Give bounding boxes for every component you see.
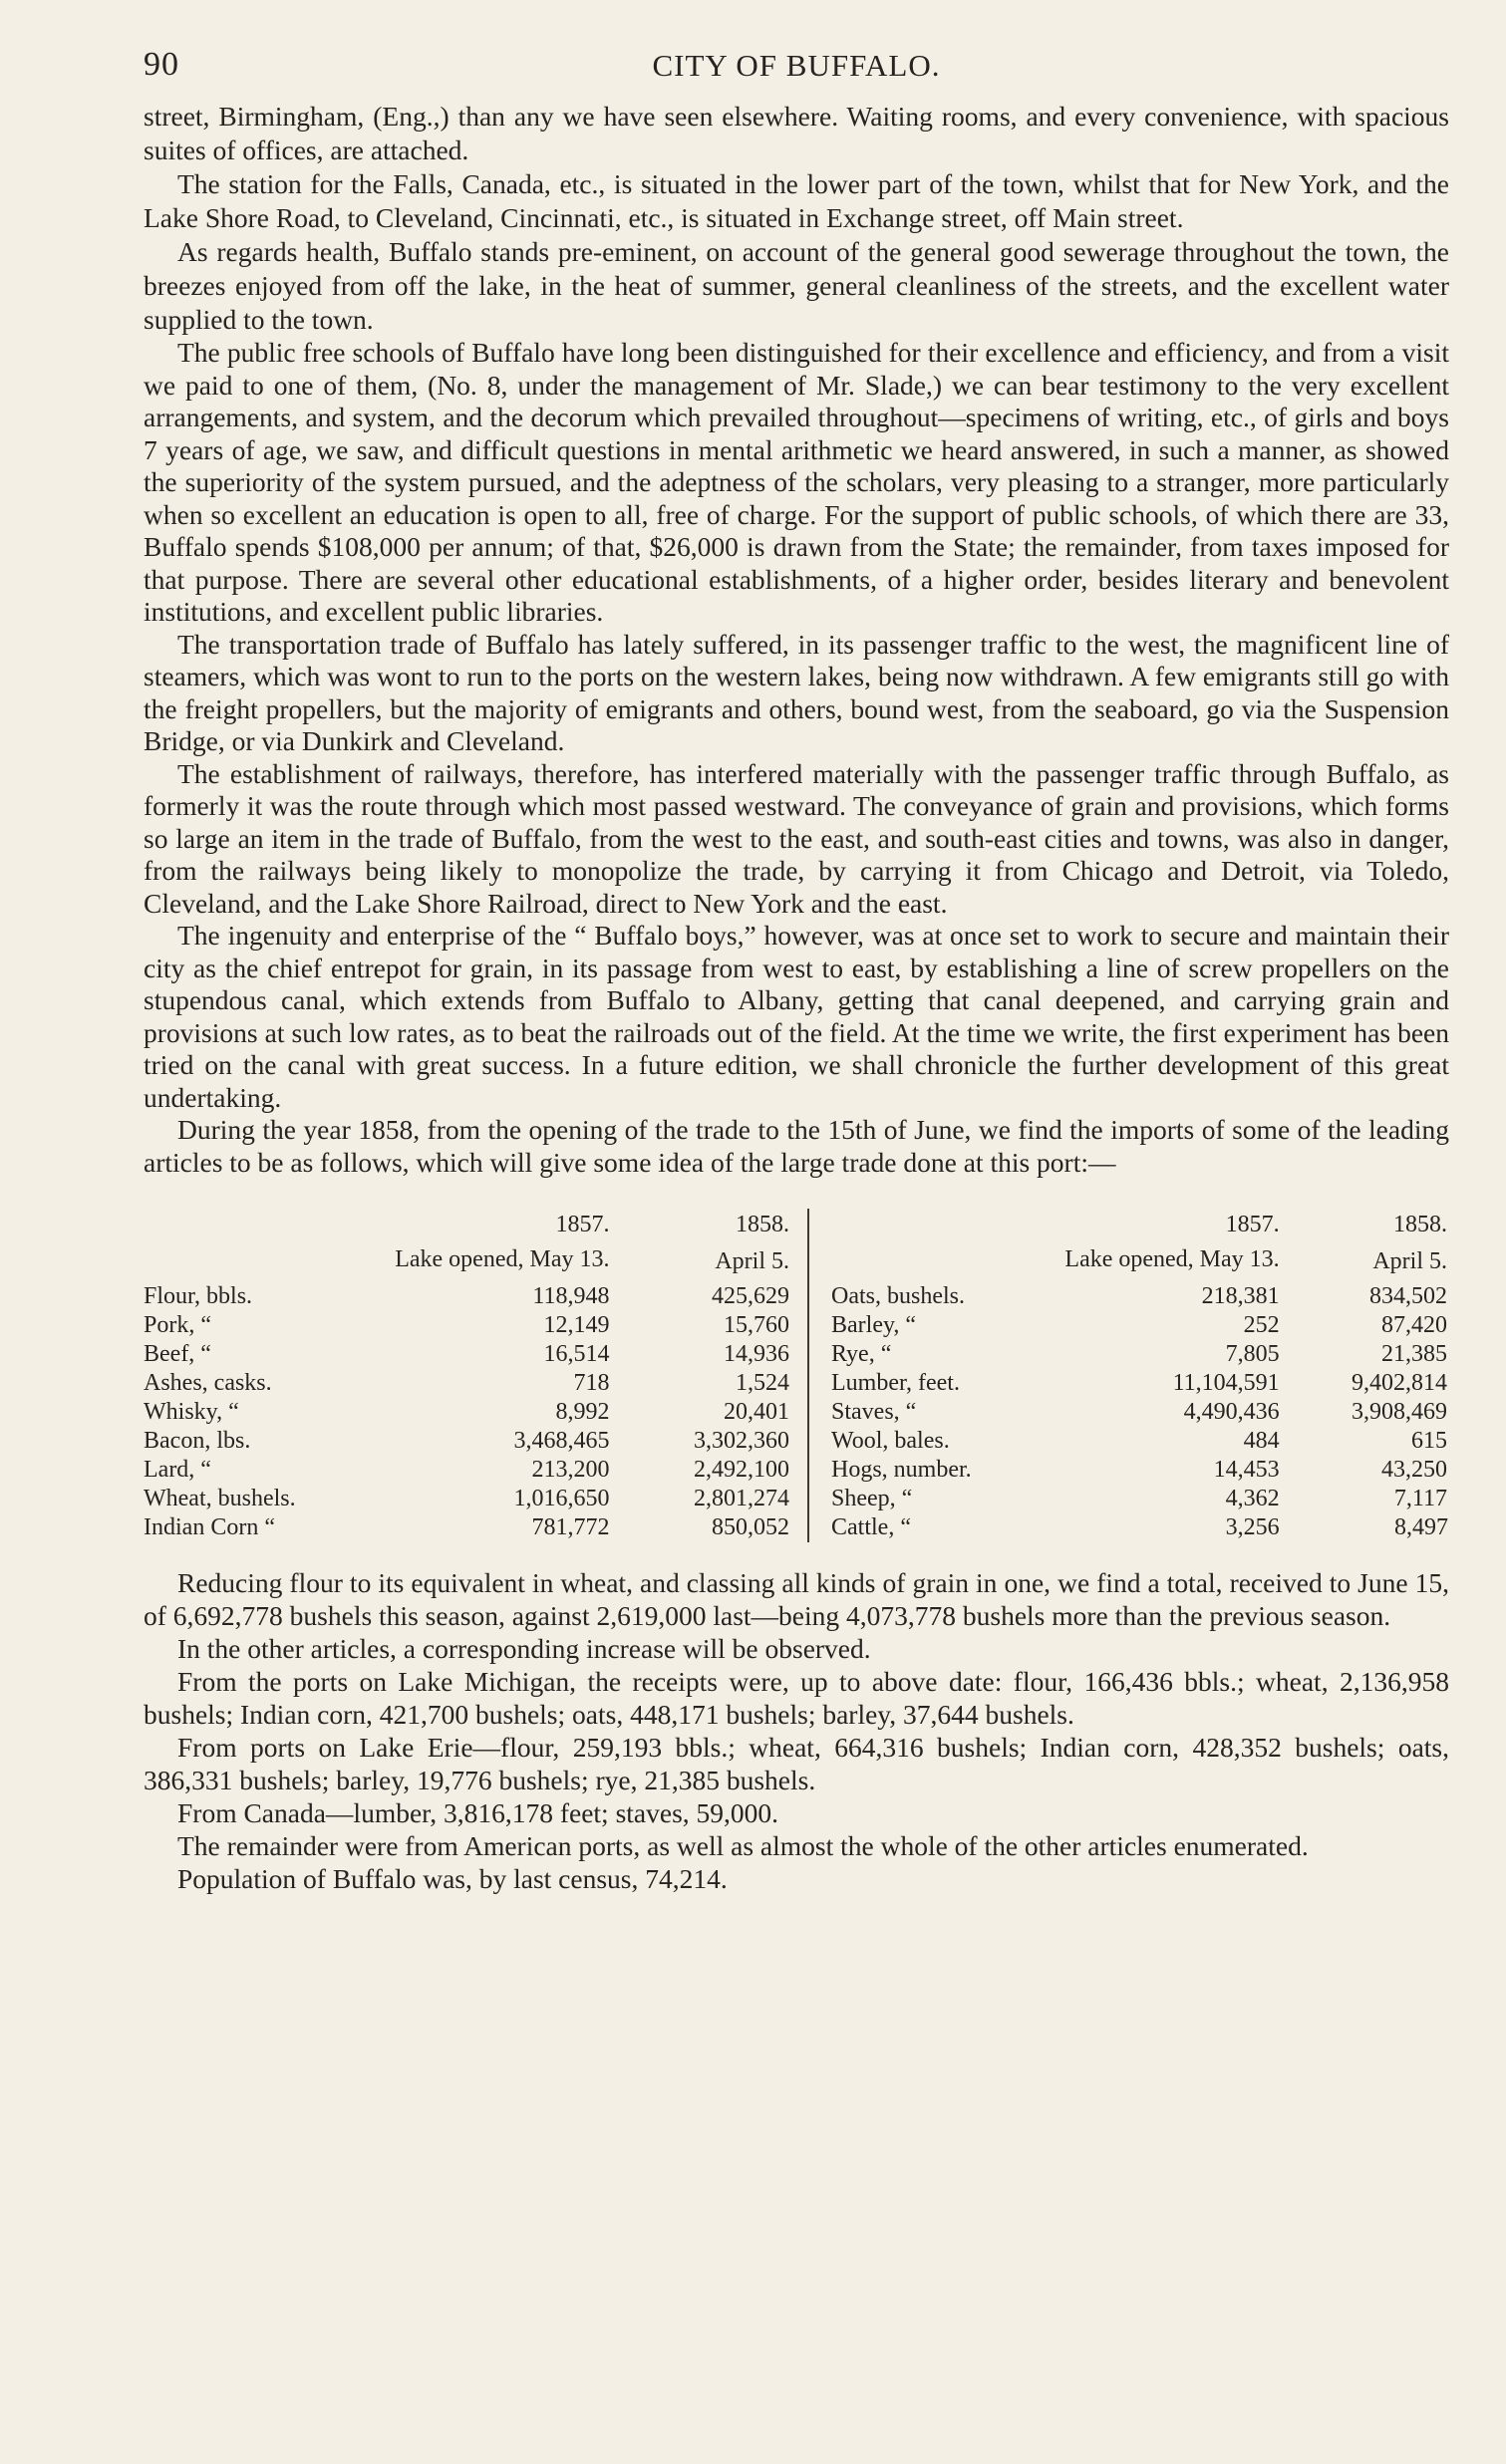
value-1857: 8,992 (555, 1399, 610, 1425)
opened-1858: April 5. (1372, 1248, 1447, 1274)
table-opened-row (808, 1245, 1448, 1282)
value-1857: 252 (1243, 1312, 1280, 1338)
value-1858: 87,420 (1381, 1312, 1447, 1338)
value-1858: 8,497 (1394, 1514, 1448, 1540)
table-row (144, 1485, 789, 1513)
value-1857: 213,200 (531, 1457, 610, 1483)
article-name: Barley, “ (831, 1312, 917, 1338)
table-row (144, 1513, 789, 1542)
table-row (808, 1282, 1448, 1311)
paragraph-schools: The public free schools of Buffalo have long been distinguished for their excellence and efficiency, and from a visit we paid to one of them, (No. 8, under the management of Mr. Slade,) we can bear testimony to the very excellent arrangements, and system, and the decorum which prevailed throughout—specimens of writing, etc., of girls and boys 7 years of age, we saw, and difficult questions in mental arithmetic we heard answered, in such a manner, as showed the superiority of the system pursued, and the adeptness of the scholars, very pleasing to a stranger, more particularly when so excellent an education is open to all, free of charge. For the support of public schools, of which there are 33, Buffalo spends $108,000 per annum; of that, $26,000 is drawn from the State; the remainder, from taxes imposed for that purpose. There are several other educational establishments, of a higher order, besides literary and benevolent institutions, and excellent public libraries. (144, 337, 1449, 627)
value-1857: 218,381 (1201, 1283, 1280, 1309)
value-1858: 9,402,814 (1352, 1370, 1447, 1396)
paragraph-population: Population of Buffalo was, by last census, 74,214. (177, 1863, 728, 1894)
book-page (144, 40, 1449, 1895)
article-name: Indian Corn “ (144, 1514, 275, 1540)
imports-table-right (807, 1209, 1449, 1542)
article-name: Sheep, “ (831, 1486, 913, 1511)
value-1858: 43,250 (1381, 1457, 1447, 1483)
body-text-bottom (144, 1566, 1449, 1895)
running-head (144, 40, 1449, 100)
value-1857: 11,104,591 (1172, 1370, 1280, 1396)
value-1857: 14,453 (1213, 1457, 1280, 1483)
paragraph-imports-intro: During the year 1858, from the opening of the trade to the 15th of June, we find the imports of some of the leading articles to be as follows, which will give some idea of the large trade done at this port:— (144, 1114, 1449, 1178)
paragraph-lake-michigan: From the ports on Lake Michigan, the receipts were, up to above date: flour, 166,436 bbls.; wheat, 2,136,958 bushels; Indian corn, 421,700 bushels; oats, 448,171 bushels; barley, 37,644 bushels. (144, 1666, 1449, 1730)
value-1858: 615 (1411, 1428, 1447, 1454)
table-row (808, 1369, 1448, 1398)
table-row (808, 1311, 1448, 1340)
value-1858: 425,629 (712, 1283, 789, 1309)
table-year-row (144, 1209, 789, 1245)
article-name: Wheat, bushels. (144, 1486, 296, 1511)
value-1857: 16,514 (543, 1341, 610, 1367)
value-1858: 3,302,360 (694, 1428, 789, 1454)
column-header-1858: 1858. (1393, 1212, 1447, 1237)
value-1857: 718 (573, 1370, 610, 1396)
value-1858: 3,908,469 (1352, 1399, 1447, 1425)
column-header-1857: 1857. (1225, 1212, 1280, 1237)
value-1858: 2,492,100 (694, 1457, 789, 1483)
table-row (144, 1369, 789, 1398)
table-row (808, 1485, 1448, 1513)
article-name: Ashes, casks. (144, 1370, 272, 1396)
table-year-row (808, 1209, 1448, 1245)
value-1858: 850,052 (712, 1514, 789, 1540)
table-row (808, 1340, 1448, 1369)
table-row (144, 1456, 789, 1485)
article-name: Flour, bbls. (144, 1283, 253, 1309)
running-title: CITY OF BUFFALO. (652, 48, 941, 83)
paragraph-flour-equivalent: Reducing flour to its equivalent in wheat, and classing all kinds of grain in one, we find a total, received to June 15, of 6,692,778 bushels this season, against 2,619,000 last—being 4,073,778 bushels more than the previous season. (144, 1567, 1449, 1631)
value-1858: 834,502 (1369, 1283, 1447, 1309)
table-row (808, 1456, 1448, 1485)
paragraph-stations: The station for the Falls, Canada, etc., is situated in the lower part of the town, whilst that for New York, and the Lake Shore Road, to Cleveland, Cincinnati, etc., is situated in Exchange street, off Main street. (144, 168, 1449, 233)
value-1858: 7,117 (1393, 1486, 1447, 1511)
article-name: Whisky, “ (144, 1399, 239, 1425)
lake-opened-label: Lake opened, May 13. (395, 1246, 610, 1272)
paragraph-health: As regards health, Buffalo stands pre-eminent, on account of the general good sewerage throughout the town, the breezes enjoyed from off the lake, in the heat of summer, general cleanliness of the streets, and the excellent water supplied to the town. (144, 236, 1449, 335)
table-row (144, 1427, 789, 1456)
imports-table (144, 1209, 1449, 1542)
value-1857: 781,772 (531, 1514, 610, 1540)
value-1857: 4,362 (1225, 1486, 1280, 1511)
value-1857: 3,468,465 (513, 1428, 610, 1454)
article-name: Lard, “ (144, 1457, 211, 1483)
value-1858: 15,760 (724, 1312, 789, 1338)
article-name: Bacon, lbs. (144, 1428, 251, 1454)
article-name: Oats, bushels. (831, 1283, 965, 1309)
value-1857: 7,805 (1225, 1341, 1280, 1367)
paragraph-enterprise: The ingenuity and enterprise of the “ Buffalo boys,” however, was at once set to work to secure and maintain their city as the chief entrepot for grain, in its passage from west to east, by establishing a line of screw propellers on the stupendous canal, which extends from Buffalo to Albany, getting that canal deepened, and carrying grain and provisions at such low rates, as to beat the railroads out of the field. At the time we write, the first experiment has been tried on the canal with great success. In a future edition, we shall chronicle the further development of this great undertaking. (144, 920, 1449, 1113)
paragraph-american-ports: The remainder were from American ports, as well as almost the whole of the other articles enumerated. (177, 1830, 1309, 1861)
article-name: Lumber, feet. (831, 1370, 960, 1396)
paragraph-railway-station: street, Birmingham, (Eng.,) than any we have seen elsewhere. Waiting rooms, and every convenience, with spacious suites of offices, are attached. (144, 101, 1449, 165)
table-row (144, 1398, 789, 1427)
table-row (808, 1513, 1448, 1542)
article-name: Cattle, “ (831, 1514, 911, 1540)
value-1857: 3,256 (1225, 1514, 1280, 1540)
table-row (144, 1282, 789, 1311)
paragraph-other-articles: In the other articles, a corresponding increase will be observed. (177, 1633, 871, 1664)
paragraph-lake-erie: From ports on Lake Erie—flour, 259,193 bbls.; wheat, 664,316 bushels; Indian corn, 428,352 bushels; oats, 386,331 bushels; barley, 19,776 bushels; rye, 21,385 bushels. (144, 1732, 1449, 1795)
article-name: Rye, “ (831, 1341, 892, 1367)
page-number: 90 (144, 46, 179, 83)
body-text-top (144, 100, 1449, 1179)
table-row (144, 1340, 789, 1369)
article-name: Staves, “ (831, 1399, 917, 1425)
table-row (808, 1427, 1448, 1456)
opened-1858: April 5. (715, 1248, 789, 1274)
imports-table-left (144, 1209, 789, 1542)
paragraph-transportation: The transportation trade of Buffalo has lately suffered, in its passenger traffic to the west, the magnificent line of steamers, which was wont to run to the ports on the western lakes, being now withdrawn. A few emigrants still go with the freight propellers, but the majority of emigrants and others, bound west, from the seaboard, go via the Suspension Bridge, or via Dunkirk and Cleveland. (144, 628, 1449, 756)
value-1857: 484 (1243, 1428, 1280, 1454)
value-1858: 2,801,274 (694, 1486, 789, 1511)
article-name: Hogs, number. (831, 1457, 972, 1483)
table-opened-row (144, 1245, 789, 1282)
value-1858: 14,936 (724, 1341, 789, 1367)
lake-opened-label: Lake opened, May 13. (1064, 1246, 1280, 1272)
value-1857: 1,016,650 (513, 1486, 610, 1511)
tight-block (144, 337, 1449, 1179)
article-name: Beef, “ (144, 1341, 211, 1367)
column-header-1858: 1858. (736, 1212, 789, 1237)
table-row (144, 1311, 789, 1340)
value-1857: 4,490,436 (1183, 1399, 1280, 1425)
paragraph-canada: From Canada—lumber, 3,816,178 feet; staves, 59,000. (177, 1797, 779, 1828)
value-1857: 118,948 (532, 1283, 610, 1309)
column-header-1857: 1857. (555, 1212, 610, 1237)
value-1858: 20,401 (724, 1399, 789, 1425)
value-1858: 1,524 (736, 1370, 789, 1396)
paragraph-railways: The establishment of railways, therefore, has interfered materially with the passenger traffic through Buffalo, as formerly it was the route through which most passed westward. The conveyance of grain and provisions, which forms so large an item in the trade of Buffalo, from the west to the east, and south-east cities and towns, was also in danger, from the railways being likely to monopolize the trade, by carrying it from Chicago and Detroit, via Toledo, Cleveland, and the Lake Shore Railroad, direct to New York and the east. (144, 757, 1449, 919)
article-name: Wool, bales. (831, 1428, 950, 1454)
value-1857: 12,149 (543, 1312, 610, 1338)
value-1858: 21,385 (1381, 1341, 1447, 1367)
article-name: Pork, “ (144, 1312, 211, 1338)
table-row (808, 1398, 1448, 1427)
